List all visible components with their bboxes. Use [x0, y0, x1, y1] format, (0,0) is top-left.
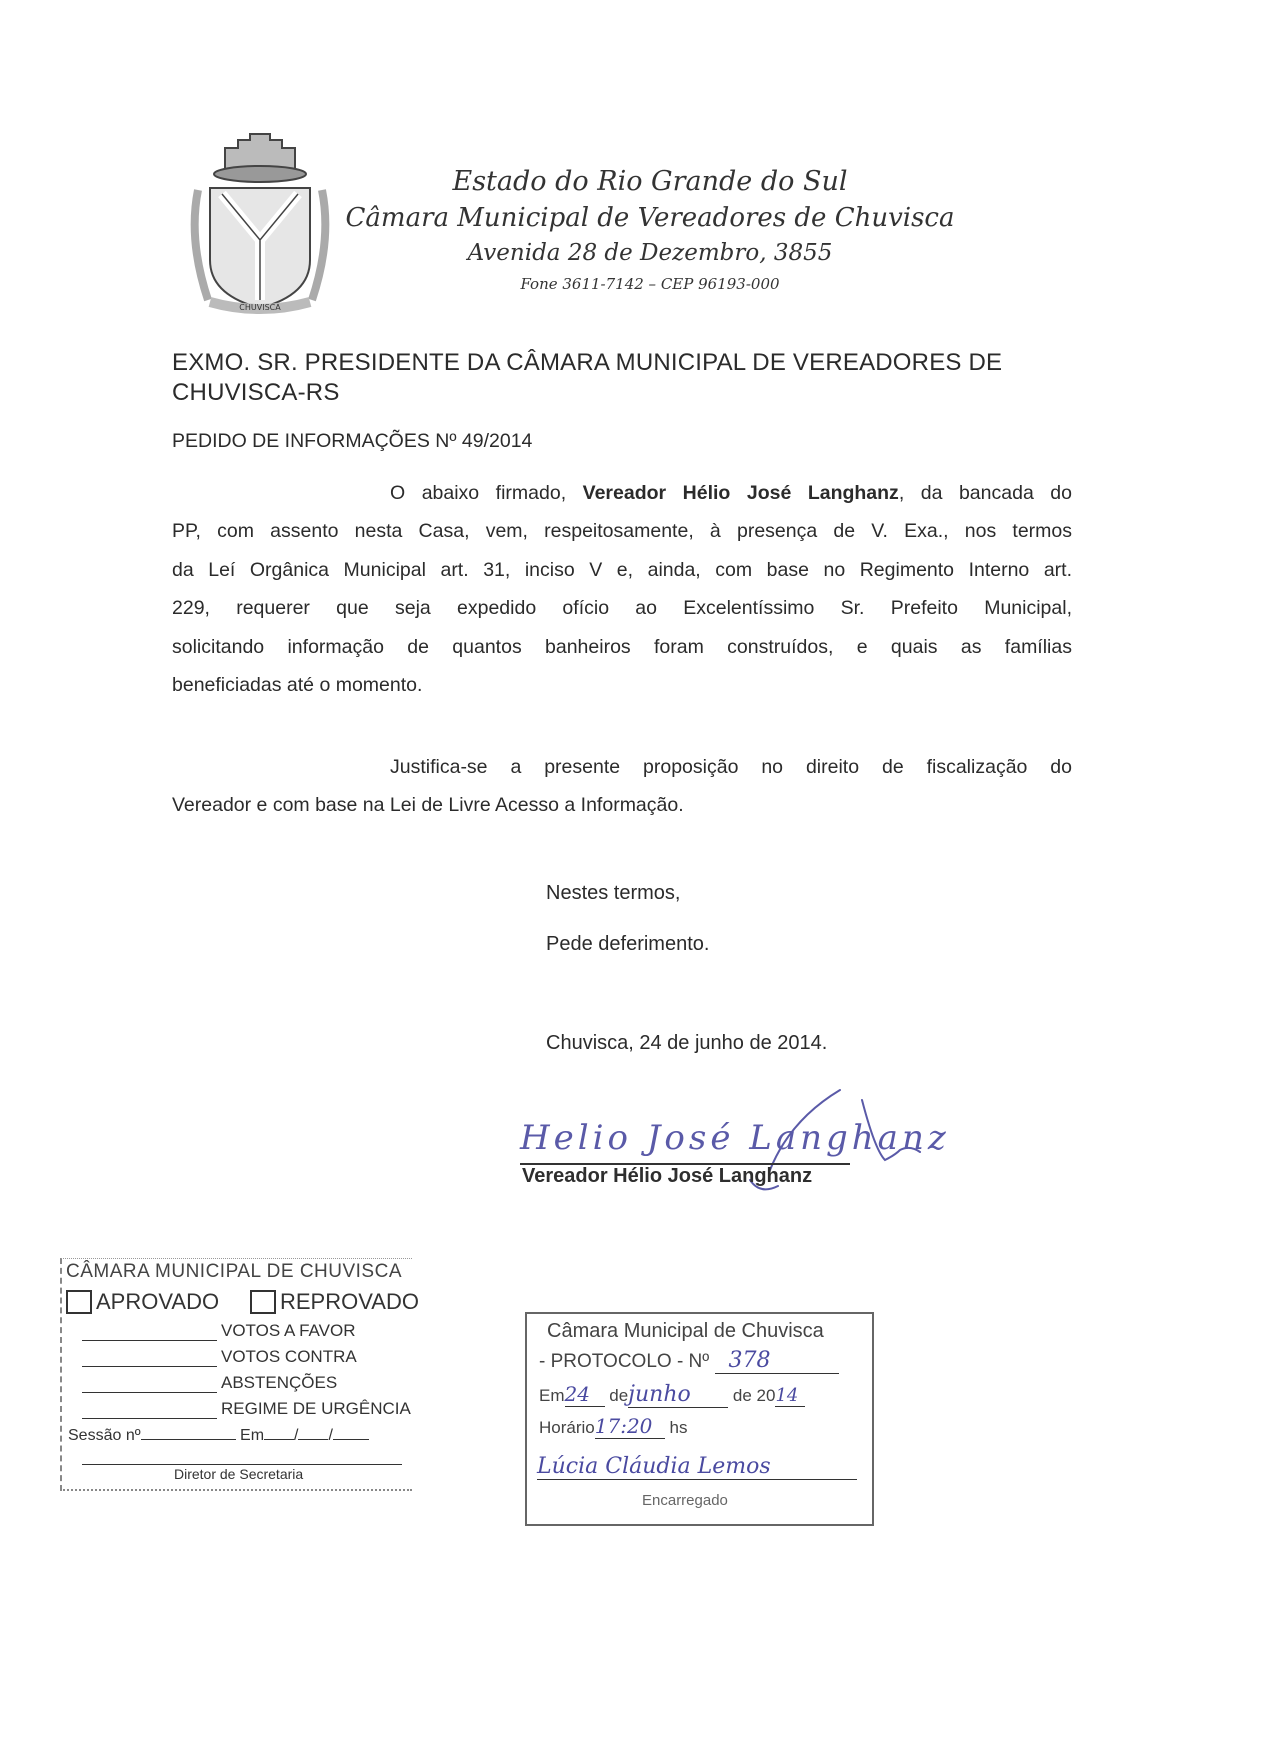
approval-stamp-title: CÂMARA MUNICIPAL DE CHUVISCA — [66, 1261, 402, 1282]
votes-against-label: VOTOS CONTRA — [221, 1347, 357, 1366]
votes-for-row — [82, 1321, 355, 1341]
letterhead-chamber: Câmara Municipal de Vereadores de Chuvisca — [345, 203, 955, 233]
closing-terms: Nestes termos, — [546, 882, 681, 904]
letterhead-contact: Fone 3611-7142 – CEP 96193-000 — [520, 275, 780, 293]
addressee — [172, 348, 1072, 408]
checkbox-icon — [250, 1290, 276, 1314]
abstentions-label: ABSTENÇÕES — [221, 1373, 338, 1392]
approved-checkbox[interactable] — [66, 1289, 219, 1315]
session-label: Sessão nº — [68, 1427, 141, 1444]
urgency-label: REGIME DE URGÊNCIA — [221, 1399, 411, 1418]
director-label: Diretor de Secretaria — [174, 1466, 304, 1482]
after-name-text: , da bancada do — [898, 482, 1073, 504]
clerk-label: Encarregado — [642, 1492, 728, 1509]
paragraph-line: solicitando informação de quantos banheiros foram construídos, e quais as famílias — [172, 635, 1072, 658]
time-label: Horário — [539, 1418, 595, 1437]
rejected-label: REPROVADO — [280, 1289, 419, 1314]
protocol-stamp — [525, 1312, 874, 1526]
request-title: PEDIDO DE INFORMAÇÕES Nº 49/2014 — [172, 430, 533, 452]
protocol-number: 378 — [715, 1348, 839, 1374]
protocol-number-row — [539, 1348, 839, 1374]
abstentions-row — [82, 1373, 337, 1393]
votes-for-label: VOTOS A FAVOR — [221, 1321, 356, 1340]
votes-against-row — [82, 1347, 357, 1367]
de-label: de — [609, 1386, 629, 1405]
municipal-coat-of-arms — [180, 130, 340, 320]
paragraph-line: beneficiadas até o momento. — [172, 673, 423, 696]
paragraph-line: 229, requerer que seja expedido ofício ao Excelentíssimo Sr. Prefeito Municipal, — [172, 597, 1072, 620]
date-label: Em — [539, 1386, 565, 1405]
session-date-label: Em — [240, 1427, 265, 1444]
addressee-line-1: EXMO. SR. PRESIDENTE DA CÂMARA MUNICIPAL DE VEREADORES DE — [172, 349, 1003, 376]
paragraph-first-line — [172, 748, 1072, 786]
signature-printed-name: Vereador Hélio José Langhanz — [522, 1165, 813, 1187]
approval-stamp — [60, 1258, 419, 1491]
protocol-day: 24 — [565, 1382, 605, 1407]
councilor-name: Vereador Hélio José Langhanz — [582, 482, 899, 504]
paragraph-first-line — [172, 474, 1072, 512]
protocol-time-row — [539, 1414, 687, 1439]
protocol-time: 17:20 — [595, 1414, 665, 1439]
paragraph-line: PP, com assento nesta Casa, vem, respeitosamente, à presença de V. Exa., nos termos — [172, 520, 1072, 543]
year-prefix: de 20 — [732, 1386, 776, 1405]
paragraph-justification — [172, 748, 1072, 825]
protocol-date-row — [539, 1382, 805, 1408]
checkbox-icon — [66, 1290, 92, 1314]
director-signature-line — [82, 1464, 402, 1465]
addressee-line-2: CHUVISCA-RS — [172, 379, 340, 406]
place-date: Chuvisca, 24 de junho de 2014. — [546, 1032, 828, 1054]
protocol-year-suffix: 14 — [775, 1385, 805, 1407]
time-suffix: hs — [669, 1418, 688, 1437]
protocol-label: - PROTOCOLO - Nº — [539, 1351, 710, 1372]
handwritten-signature: Helio José Langhanz — [520, 1118, 950, 1158]
protocol-stamp-title: Câmara Municipal de Chuvisca — [547, 1320, 824, 1342]
paragraph-request — [172, 474, 1072, 704]
crest-banner-text: CHUVISCA — [239, 303, 281, 312]
rejected-checkbox[interactable] — [250, 1289, 419, 1315]
protocol-month: junho — [628, 1382, 728, 1408]
closing-request: Pede deferimento. — [546, 933, 710, 955]
clerk-signature: Lúcia Cláudia Lemos — [537, 1454, 857, 1480]
session-row: Sessão nº Em / / — [68, 1427, 369, 1445]
intro-text: O abaixo firmado, — [390, 482, 583, 504]
justification-text: Justifica-se a presente proposição no direito de fiscalização do — [390, 756, 1072, 778]
paragraph-line: Vereador e com base na Lei de Livre Acesso a Informação. — [172, 794, 684, 817]
letterhead-address: Avenida 28 de Dezembro, 3855 — [467, 240, 833, 266]
paragraph-line: da Leí Orgânica Municipal art. 31, inciso V e, ainda, com base no Regimento Interno art. — [172, 558, 1072, 581]
urgency-row — [82, 1399, 411, 1419]
approved-label: APROVADO — [96, 1289, 220, 1314]
letterhead-state: Estado do Rio Grande do Sul — [452, 166, 848, 197]
